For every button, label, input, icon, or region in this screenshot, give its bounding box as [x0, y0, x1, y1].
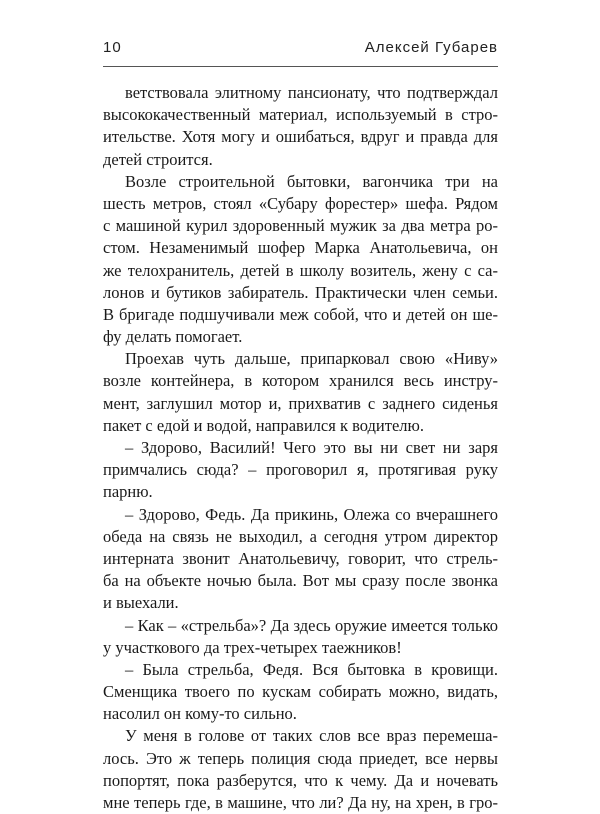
- text-line: ительстве. Хотя могу и ошибаться, вдруг и правда для: [103, 127, 498, 147]
- paragraph: [103, 437, 498, 504]
- author-name: Алексей Губарев: [364, 39, 498, 56]
- text-line: Возле строительной бытовки, вагончика три на: [125, 171, 498, 191]
- paragraph: [103, 171, 498, 349]
- text-line: стом. Незаменимый шофер Марка Анатольевича, он: [103, 238, 498, 258]
- text-line: обеда на связь не выходил, а сегодня утром директор: [103, 526, 498, 546]
- text-line: парню.: [103, 482, 153, 502]
- paragraph: [103, 348, 498, 437]
- text-line: – Здорово, Федь. Да прикинь, Олежа со вчерашнего: [125, 504, 498, 524]
- text-line: – Здорово, Василий! Чего это вы ни свет ни заря: [125, 438, 498, 457]
- text-line: попортят, пока разберутся, что к чему. Да и ночевать: [103, 770, 498, 790]
- text-line: Сменщика твоего по кускам собирать можно, видать,: [103, 682, 498, 702]
- text-line: лось. Это ж теперь полиция сюда приедет, все нервы: [103, 748, 498, 768]
- paragraph: [103, 725, 498, 814]
- text-line: ветствовала элитному пансионату, что подтверждал: [125, 83, 498, 102]
- text-line: интерната звонит Анатольевичу, говорит, что стрель-: [103, 548, 498, 568]
- paragraph: [103, 659, 498, 726]
- text-line: фу делать помогает.: [103, 327, 243, 347]
- text-line: и выехали.: [103, 593, 179, 613]
- page-body-text: [103, 82, 498, 814]
- text-line: мне теперь где, в машине, что ли? Да ну, на хрен, в гро-: [103, 793, 498, 812]
- text-line: В бригаде подшучивали меж собой, что и детей он ше-: [103, 304, 498, 324]
- text-line: – Была стрельба, Федя. Вся бытовка в кровищи.: [125, 659, 498, 679]
- text-line: детей строится.: [103, 149, 213, 169]
- text-line: с машиной курил здоровенный мужик за два метра ро-: [103, 216, 498, 236]
- text-line: возле контейнера, в котором хранился весь инстру-: [103, 371, 498, 391]
- text-line: шесть метров, стоял «Субару форестер» шефа. Рядом: [103, 193, 498, 213]
- text-line: примчались сюда? – проговорил я, протягивая руку: [103, 460, 498, 480]
- paragraph: [103, 504, 498, 615]
- text-line: насолил он кому-то сильно.: [103, 704, 297, 724]
- text-line: мент, заглушил мотор и, прихватив с заднего сиденья: [103, 393, 498, 413]
- text-line: У меня в голове от таких слов все враз перемеша-: [125, 726, 498, 746]
- paragraph: [103, 82, 498, 171]
- text-line: высококачественный материал, используемый в стро-: [103, 105, 498, 125]
- header-rule: [103, 66, 498, 67]
- text-line: лонов и бутиков забиратель. Практически член семьи.: [103, 282, 498, 302]
- page-number: 10: [103, 39, 122, 56]
- text-line: – Как – «стрельба»? Да здесь оружие имеется только: [125, 615, 498, 635]
- text-line: пакет с едой и водой, направился к водителю.: [103, 415, 424, 435]
- text-line: же телохранитель, детей в школу возитель, жену с са-: [103, 260, 498, 280]
- paragraph: [103, 615, 498, 659]
- text-line: у участкового да трех-четырех таежников!: [103, 637, 402, 657]
- text-line: ба на объекте ночью была. Вот мы сразу после звонка: [103, 571, 498, 591]
- text-line: Проехав чуть дальше, припарковал свою «Ниву»: [125, 349, 498, 369]
- running-header: [103, 39, 498, 56]
